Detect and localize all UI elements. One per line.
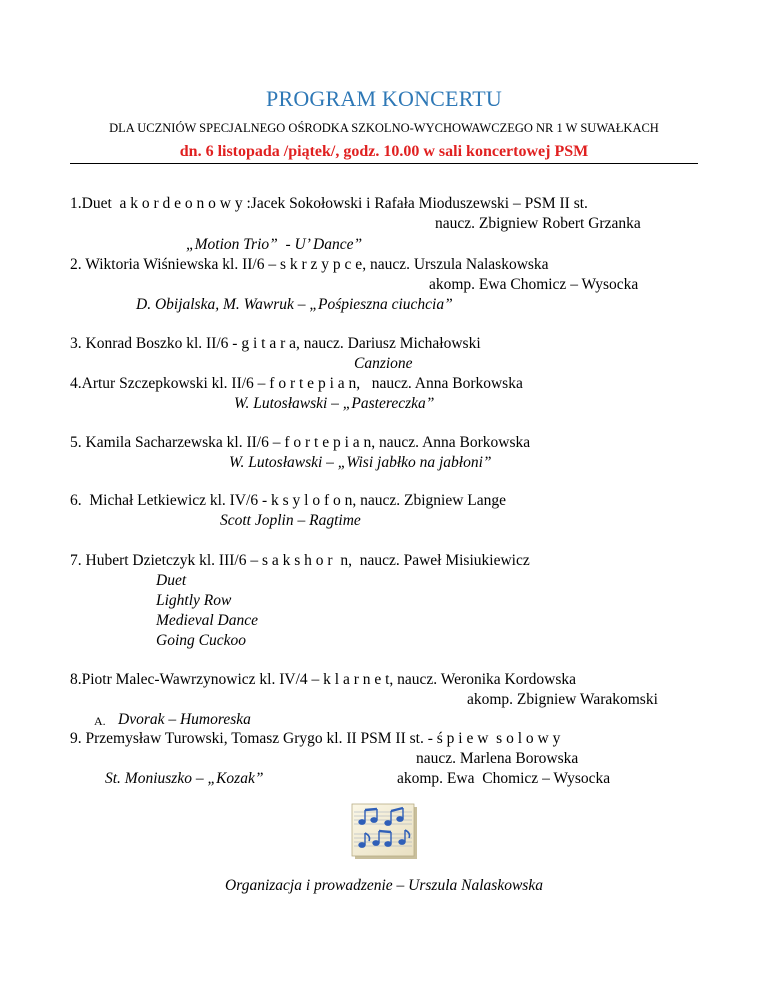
- item-9-accompanist: akomp. Ewa Chomicz – Wysocka: [397, 770, 611, 787]
- item-9-piece: St. Moniuszko – „Kozak”: [105, 770, 264, 787]
- header-divider: [70, 163, 698, 164]
- item-2-line: 2. Wiktoria Wiśniewska kl. II/6 – s k r z y p c e, naucz. Urszula Nalaskowska: [70, 256, 549, 273]
- item-9-teacher: naucz. Marlena Borowska: [416, 750, 579, 767]
- item-7-piece: Lightly Row: [156, 592, 232, 609]
- item-8-accompanist: akomp. Zbigniew Warakomski: [467, 691, 658, 708]
- item-7-piece: Going Cuckoo: [156, 632, 246, 649]
- item-7-piece: Duet: [156, 572, 187, 589]
- item-3-line: 3. Konrad Boszko kl. II/6 - g i t a r a, naucz. Dariusz Michałowski: [70, 335, 481, 352]
- item-1-teacher: naucz. Zbigniew Robert Grzanka: [435, 215, 641, 232]
- item-7-piece: Medieval Dance: [156, 612, 258, 629]
- item-4-piece: W. Lutosławski – „Pastereczka”: [234, 395, 435, 412]
- item-2-piece: D. Obijalska, M. Wawruk – „Pośpieszna ciuchcia”: [136, 296, 453, 313]
- item-8-line: 8.Piotr Malec-Wawrzynowicz kl. IV/4 – k l a r n e t, naucz. Weronika Kordowska: [70, 671, 576, 688]
- item-5-piece: W. Lutosławski – „Wisi jabłko na jabłoni”: [229, 454, 492, 471]
- item-6-line: 6. Michał Letkiewicz kl. IV/6 - k s y l o f o n, naucz. Zbigniew Lange: [70, 492, 507, 509]
- organizer-line: Organizacja i prowadzenie – Urszula Nalaskowska: [225, 877, 543, 894]
- item-8-list-marker: A.: [94, 714, 106, 728]
- page-subtitle: DLA UCZNIÓW SPECJALNEGO OŚRODKA SZKOLNO-WYCHOWAWCZEGO NR 1 W SUWAŁKACH: [109, 121, 659, 135]
- item-8-piece: Dvorak – Humoreska: [118, 711, 251, 728]
- item-9-line: 9. Przemysław Turowski, Tomasz Grygo kl. II PSM II st. - ś p i e w s o l o w y: [70, 730, 561, 747]
- date-line: dn. 6 listopada /piątek/, godz. 10.00 w sali koncertowej PSM: [179, 143, 589, 160]
- music-notes-icon: [340, 800, 420, 860]
- item-3-piece: Canzione: [354, 355, 413, 372]
- item-6-piece: Scott Joplin – Ragtime: [220, 512, 361, 529]
- item-5-line: 5. Kamila Sacharzewska kl. II/6 – f o r t e p i a n, naucz. Anna Borkowska: [70, 434, 531, 451]
- page-title: PROGRAM KONCERTU: [266, 86, 502, 111]
- item-7-line: 7. Hubert Dzietczyk kl. III/6 – s a k s h o r n, naucz. Paweł Misiukiewicz: [70, 552, 530, 569]
- item-1-piece: „Motion Trio” - U’ Dance”: [186, 236, 363, 253]
- item-2-accompanist: akomp. Ewa Chomicz – Wysocka: [429, 276, 639, 293]
- item-1-line: 1.Duet a k o r d e o n o w y :Jacek Sokołowski i Rafała Mioduszewski – PSM II st.: [70, 195, 588, 212]
- item-4-line: 4.Artur Szczepkowski kl. II/6 – f o r t e p i a n, naucz. Anna Borkowska: [70, 375, 523, 392]
